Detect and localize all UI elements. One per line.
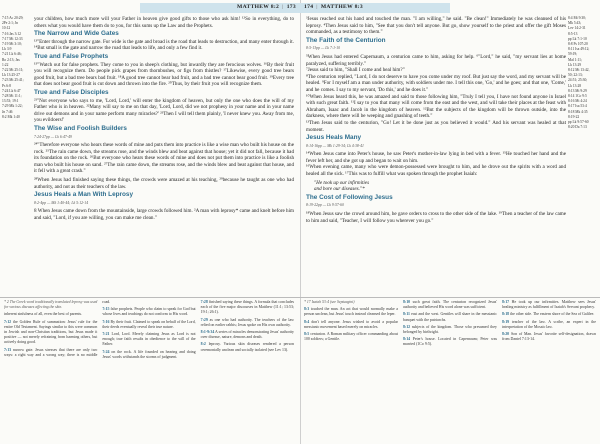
note-reference: 8:5: [304, 332, 310, 337]
verse-paragraph: ²⁸When Jesus had finished saying these things, the crowds were amazed at his teaching, ²⁹because he taught as one who had authority, and not as their teachers of the law.: [34, 177, 294, 190]
verse-paragraph: ²¹"Not everyone who says to me, 'Lord, Lord,' will enter the kingdom of heaven, but only the one who does the will of my Father who is in heaven. ²²Many will say to me on that day, 'Lord, Lord, did we not prophesy in your name and in your name drive out demons and in your name perform many miracles?' ²³Then I will tell them plainly, 'I never knew you. Away from me, you evildoers!': [34, 97, 294, 124]
verse-paragraph: ¹³"Enter through the narrow gate. For wide is the gate and broad is the road that leads to destruction, and many enter through it. ¹⁴But small is the gate and narrow the road that leads to life, and only a few find it.: [34, 38, 294, 52]
note-text: touched the man. An act that would normally make a person unclean, but Jesus' touch instead cleansed the leper.: [304, 307, 398, 317]
right-page: [300, 0, 600, 444]
study-note: [201, 342, 294, 352]
study-note: [201, 300, 294, 316]
verse-paragraph: ⁵When Jesus had entered Capernaum, a centurion came to him, asking for help. ⁶"Lord," he said, "my servant lies at home paralyzed, suffering terribly." ⁷Jesus said to him, "Shall I come and heal him?" ⁸The centurion replied, "Lord, I do not deserve to have you come under my roof. But just say the word, and my servant will be healed. ⁹For I myself am a man under authority, with soldiers under me. I tell this one, 'Go,' and he goes; and that one, 'Come,' and he comes. I say to my servant, 'Do this,' and he does it." ¹⁰When Jesus heard this, he was amazed and said to those following him, "Truly I tell you, I have not found anyone in Israel with such great faith. ¹¹I say to you that many will come from the east and the west, and will take their places at the feast with Abraham, Isaac and Jacob in the kingdom of heaven. ¹²But the subjects of the kingdom will be thrown outside, into the darkness, where there will be weeping and gnashing of teeth." ¹³Then Jesus said to the centurion, "Go! Let it be done just as you believed it would." And his servant was healed at that moment.: [306, 53, 566, 133]
parallel-reference: 8:19-22pp — Lk 9:57-60: [306, 203, 344, 208]
note-reference: 7:12: [4, 319, 12, 324]
verse-paragraph: ¹⁴When Jesus came into Peter's house, he saw Peter's mother-in-law lying in bed with a fever. ¹⁵He touched her hand and the fever left her, and she got up and began to wait on him. ¹⁶When evening came, many who were demon-possessed were brought to him, and he drove out the spirits with a word and healed all the sick. ¹⁷This was to fulfill what was spoken through the prophet Isaiah:: [306, 151, 566, 178]
study-notes: [304, 300, 596, 440]
footnote: * 17 Isaiah 53:4 (see Septuagint): [304, 300, 355, 304]
study-note: [502, 320, 596, 330]
notes-divider: [0, 297, 300, 298]
page-number: 173: [286, 4, 296, 10]
section-heading: Jesus Heals Many: [306, 134, 362, 142]
note-text: as one who had authority. The teachers of the law relied on earlier rabbis; Jesus spoke on His own authority.: [200, 317, 294, 327]
study-note: [304, 307, 398, 317]
note-reference: 7:29: [200, 317, 208, 322]
study-note: [102, 320, 195, 330]
study-note: [4, 312, 97, 317]
study-note: [102, 332, 195, 348]
note-reference: 8:18: [502, 312, 510, 317]
section-heading: The Cost of Following Jesus: [306, 193, 393, 201]
study-note: [201, 330, 294, 340]
study-notes-list: [304, 300, 596, 348]
study-note: [502, 300, 596, 310]
note-reference: 7:16: [102, 319, 110, 324]
note-text: A series of miracles demonstrating Jesus' authority over disease, nature, demons and death.: [200, 330, 294, 340]
note-reference: 8:3: [304, 307, 310, 312]
poetry-quote: "He took up our infirmities and bore our diseases."*: [314, 179, 370, 193]
note-reference: 7:15: [102, 307, 110, 312]
bible-text: [34, 16, 294, 224]
note-reference: 8:20: [502, 332, 510, 337]
note-reference: 7:28: [200, 300, 208, 304]
note-reference: 8:17: [502, 300, 510, 304]
note-reference: 8:10: [403, 300, 411, 304]
note-text: Peter's house. Located in Capernaum; Peter was married (1Co 9:5).: [403, 337, 497, 347]
section-heading: True and False Disciples: [34, 88, 109, 96]
parallel-reference: 8:14-16pp — Mk 1:29-34; Lk 4:38-41: [306, 143, 364, 148]
note-reference: 8:19: [502, 319, 510, 324]
study-notes: [4, 300, 294, 440]
note-reference: 8:4: [304, 319, 310, 324]
note-text: teacher of the law. A scribe, an expert in the interpretation of the Mosaic law.: [502, 319, 596, 329]
study-note: [403, 300, 497, 310]
note-text: such great faith. The centurion recognized Jesus' authority and believed His word alone was sufficient.: [403, 300, 497, 310]
verse-paragraph: ¹⁵"Watch out for false prophets. They come to you in sheep's clothing, but inwardly they are ferocious wolves. ¹⁶By their fruit you will recognize them. Do people pick grapes from thornbushes, or figs from thistles? ¹⁷Likewise, every good tree bears good fruit, but a bad tree bears bad fruit. ¹⁸A good tree cannot bear bad fruit, and a bad tree cannot bear good fruit. ¹⁹Every tree that does not bear good fruit is cut down and thrown into the fire. ²⁰Thus, by their fruit you will recognize them.: [34, 61, 294, 88]
note-text: the other side. The eastern shore of the Sea of Galilee.: [510, 312, 595, 317]
bible-text: [306, 16, 566, 226]
note-reference: 7:21: [102, 332, 110, 337]
verse-paragraph: ¹⁸When Jesus saw the crowd around him, he gave orders to cross to the other side of the lake. ¹⁹Then a teacher of the law came to him and said, "Teacher, I will follow you wherever you go.": [306, 211, 566, 224]
section-heading: The Wise and Foolish Builders: [34, 124, 127, 132]
study-note: [304, 332, 398, 342]
note-reference: 8:14: [403, 337, 411, 342]
footnote: * 2 The Greek word traditionally translated leprosy was used for various diseases affecting the skin.: [4, 300, 98, 310]
note-text: Son of Man. Jesus' favorite self-designation, drawn from Daniel 7:13-14.: [502, 332, 596, 342]
note-text: subjects of the kingdom. Those who presumed they belonged by birthright.: [403, 324, 497, 335]
cross-references: 8:4 Mt 9:30; Mk 5:43; Lev 14:2-31 8:5-13 pp Lk 7:1-10 8:8 Ps 107:20 8:11 Isa 49:12; 59:19; Mal 1:11; Lk 13:29 8:12 Mt 13:42, 50; 22:13; 24:51; 25:30; Lk 13:28 8:13 Mt 9:29 8:14 1Co 9:5 8:16 Mt 4:24 8:17 Isa 53:4 8:18 Mk 4:35 8:19-22 pp Lk 9:57-60 8:20 Da 7:13: [568, 16, 590, 130]
note-text: don't tell anyone. Jesus wished to avoid a popular messianic movement based merely on miracles.: [304, 319, 398, 329]
verse-paragraph: 8 When Jesus came down from the mountainside, large crowds followed him. ²A man with leprosy* came and knelt before him and said, "Lord, if you are willing, you can make me clean.": [34, 208, 294, 222]
section-heading: True and False Prophets: [34, 52, 109, 60]
note-text: false prophets. People who claim to speak for God but whose lives and teachings do not conform to His word.: [102, 307, 196, 317]
note-text: on the rock. A life founded on hearing and doing Jesus' words withstands the storms of judgment.: [102, 349, 196, 359]
verse-paragraph: ²⁴"Therefore everyone who hears these words of mine and puts them into practice is like a wise man who built his house on the rock. ²⁵The rain came down, the streams rose, and the winds blew and beat against that house; yet it did not fall, because it had its foundation on the rock. ²⁶But everyone who hears these words of mine and does not put them into practice is like a foolish man who built his house on sand. ²⁷The rain came down, the streams rose, and the winds blew and beat against that house, and it fell with a great crash.": [34, 142, 294, 175]
parallel-reference: 7:24-27pp — Lk 6:47-49: [34, 134, 72, 139]
note-text: centurion. A Roman military officer commanding about 100 soldiers; a Gentile.: [304, 332, 398, 342]
study-note: [4, 320, 97, 346]
note-text: narrow gate. Jesus stresses that there are only two ways: a right way and a wrong way; there is no middle road.: [4, 300, 111, 357]
notes-divider: [300, 297, 600, 298]
header-book: MATTHEW 8:2: [237, 4, 280, 10]
section-heading: The Faith of the Centurion: [306, 36, 386, 44]
note-text: leprosy. Various skin diseases rendered a person ceremonially unclean and socially isolated (see Lev 13).: [200, 342, 294, 352]
page-number: 174: [304, 4, 314, 10]
study-note: [102, 350, 195, 360]
note-text: finished saying these things. A formula that concludes each of the five major discourses in Matthew (11:1; 13:53; 19:1; 26:1).: [200, 300, 294, 315]
note-text: inherent sinfulness of all, even the best of parents.: [4, 312, 83, 317]
study-note: [201, 318, 294, 328]
note-reference: 8:2: [200, 342, 206, 347]
verse-paragraph: your children, how much more will your Father in heaven give good gifts to those who ask him! ¹²So in everything, do to others what you would have them do to you, for this sums up the Law and the Prophets.: [34, 16, 294, 29]
section-heading: Jesus Heals a Man With Leprosy: [34, 191, 134, 199]
note-reference: 8:11: [403, 312, 410, 317]
note-reference: 7:13: [4, 347, 12, 352]
note-text: the Golden Rule of summation: Jesus' rule for the entire Old Testament. Sayings similar to this were common in Jewish and non-Christian traditions, but Jesus made it positive — not merely refraining from harming others, but actively doing good.: [4, 319, 98, 345]
note-text: By their fruit. Claimed to speak on behalf of the Lord, their deeds eventually reveal their true nature.: [102, 319, 196, 329]
section-heading: The Narrow and Wide Gates: [34, 30, 119, 38]
study-note: [304, 320, 398, 330]
verse-paragraph: ³Jesus reached out his hand and touched the man. "I am willing," he said. "Be clean!" Immediately he was cleansed of his leprosy. ⁴Then Jesus said to him, "See that you don't tell anyone. But go, show yourself to the priest and offer the gift Moses commanded, as a testimony to them.": [306, 16, 566, 36]
cross-references: 7:15 Ac 20:29; 2Pe 2:1; Jn 10:12 7:16 Jas 3:12 7:17 Mt 12:33 7:19 Mt 3:10; Lk 3:9 7:21 Lk 6:46; Ro 2:13; Jas 1:22 7:22 Mt 25:11; Lk 13:25-27 7:23 Mt 25:41; Ps 6:8 7:24 Lk 6:47 7:28 Mt 11:1; 13:53; 19:1 7:29 Mk 1:22; Jn 7:46 8:2 Mk 1:40: [2, 16, 24, 119]
study-note: [502, 332, 596, 342]
study-note: [102, 307, 195, 317]
note-reference: 8:12: [403, 324, 411, 329]
note-text: He took up our infirmities. Matthew sees Jesus' healing ministry as fulfillment of Isaiah's Servant prophecy.: [502, 300, 596, 310]
running-header: 174 | MATTHEW 8:3: [304, 4, 363, 10]
running-header: MATTHEW 8:2 | 173: [237, 4, 296, 10]
study-note: [403, 337, 497, 347]
note-reference: 8:1-9:34: [200, 330, 215, 335]
note-text: Lord, Lord. Merely claiming Jesus as Lord is not enough; true faith results in obedience to the will of the Father.: [102, 332, 196, 347]
parallel-reference: 8:2-4pp — Mk 1:40-44; Lk 5:12-14: [34, 200, 89, 205]
note-text: east and the west. Gentiles will share in the messianic banquet with the patriarchs.: [403, 312, 497, 322]
study-note: [403, 312, 497, 322]
parallel-reference: 8:5-13pp — Lk 7:1-10: [306, 46, 341, 51]
header-book: MATTHEW 8:3: [320, 4, 363, 10]
study-note: [502, 312, 596, 317]
study-note: [403, 325, 497, 335]
note-reference: 7:24: [102, 349, 110, 354]
